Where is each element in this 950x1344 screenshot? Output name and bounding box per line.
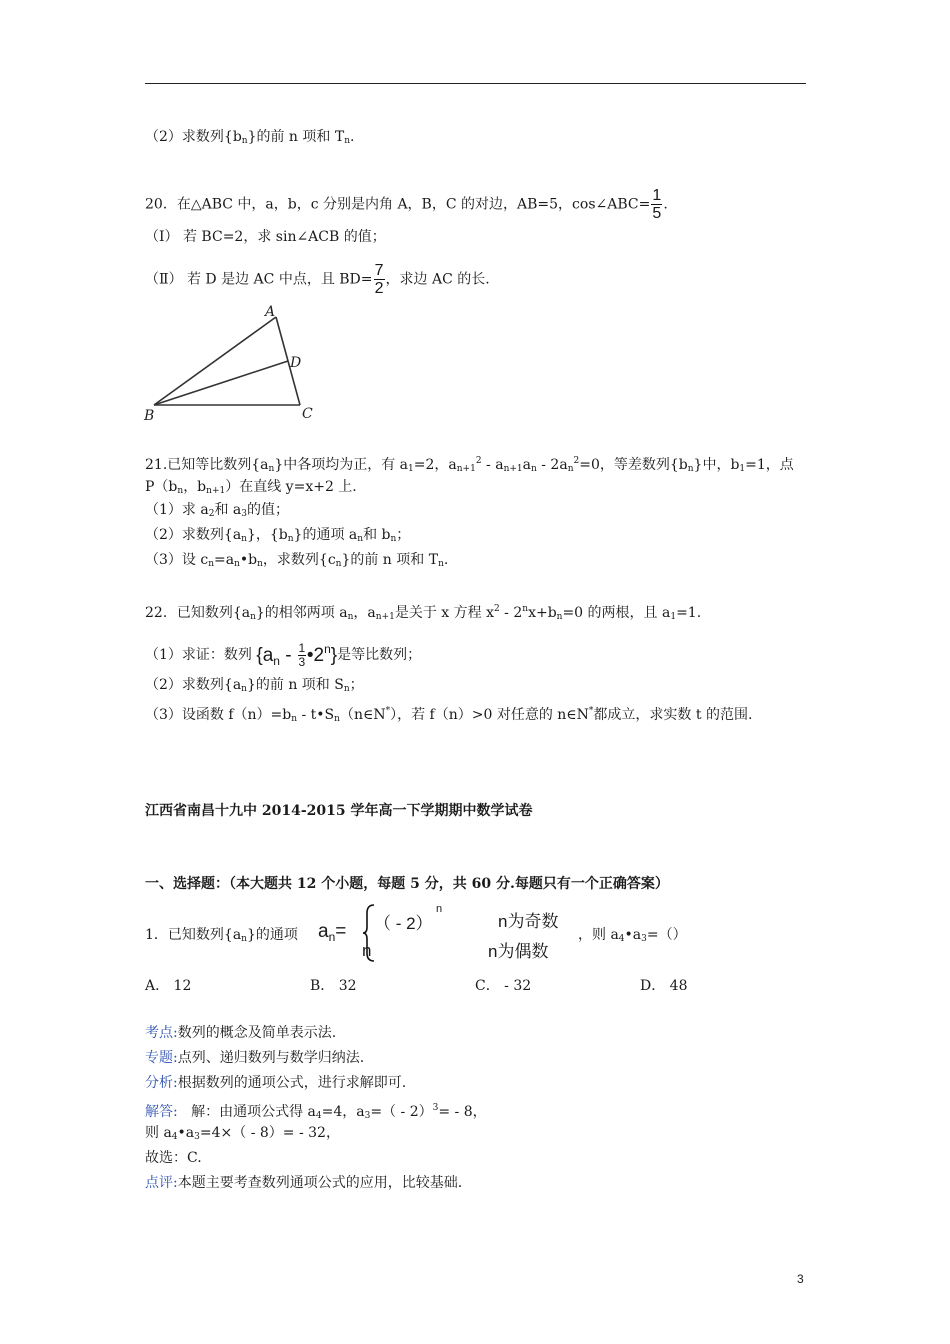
option-c: C． - 32 bbox=[475, 978, 532, 994]
triangle-diagram bbox=[140, 300, 330, 425]
vertex-label-c: C bbox=[302, 406, 313, 422]
sequence-expression: {$a_n$ - $\frac{1}{3}$ •2$^n$} bbox=[256, 641, 338, 670]
q21-stem-line2: $P(b_n$，$b_{n+1}$）在直线 y=x+2 上. bbox=[145, 479, 357, 496]
solution-kaodian: 考点:数列的概念及简单表示法. bbox=[145, 1025, 337, 1041]
q21-part3: （3）设 $c_n=a_n•b_n$，求数列$\{c_n\}$的前 n 项和 $T_n$. bbox=[145, 552, 449, 569]
q1-stem-lead: 1．已知数列$\{a_n\}$的通项 bbox=[145, 927, 298, 944]
section-title: 一、选择题：（本大题共 12 个小题，每题 5 分，共 60 分.每题只有一个正确答案） bbox=[145, 876, 669, 892]
q21-part2: （2）求数列$\{a_n\}$，$\{b_n\}$的通项 $a_n$和 $b_n$； bbox=[145, 527, 411, 544]
header-rule bbox=[145, 83, 806, 84]
fraction-1-5: $\frac{1}{5}$ bbox=[652, 187, 662, 222]
vertex-label-b: B bbox=[144, 408, 155, 424]
option-b: B． 32 bbox=[310, 978, 357, 994]
solution-jieda: 解答: 解：由通项公式得 $a_4=4$，$a_3=( - 2)^3= - 8$， bbox=[145, 1103, 487, 1121]
q22-stem: 22．已知数列$\{a_n\}$的相邻两项 $a_n$，$a_{n+1}$是关于 x 方程 $x^2 - 2^nx+b_n=0$ 的两根，且 $a_1=1$. bbox=[145, 604, 702, 622]
solution-line2: 则 $a_4•a_3=4\times( - 8)= - 32$， bbox=[145, 1125, 340, 1142]
vertex-label-d: D bbox=[290, 355, 302, 371]
option-d: D． 48 bbox=[640, 978, 688, 994]
q1-stem-tail: ，则 $a_4•a_3=()$ bbox=[578, 927, 687, 944]
solution-line3: 故选：C. bbox=[145, 1150, 202, 1166]
q20-part2: （Ⅱ） 若 D 是边 AC 中点，且 BD= $\frac{7}{2}$ ，求边 AC 的长. bbox=[145, 262, 490, 297]
fraction-7-2: $\frac{7}{2}$ bbox=[374, 262, 384, 297]
page-number: 3 bbox=[797, 1272, 804, 1286]
piecewise-definition: $a_n=$ （ - 2） n n为奇数 n n为偶数 bbox=[318, 903, 559, 961]
q21-stem-line1: 21.已知等比数列$\{a_n\}$中各项均为正，有 $a_1=2$，$a_{n+1}^2 - a_{n+1}a_n - 2a_n^2=0$，等差数列$\{b_n\}$中，$b_1=1$，点 bbox=[145, 456, 794, 474]
option-a: A． 12 bbox=[145, 978, 192, 994]
q20-part1: （Ⅰ） 若 BC=2，求 sin∠ACB 的值； bbox=[145, 229, 386, 245]
q20-stem: 20．在△ABC 中，a，b，c 分别是内角 A，B，C 的对边，AB=5，cos∠ABC= $\frac{1}{5}$ . bbox=[145, 187, 668, 222]
q22-part1: （1）求证：数列 {$a_n$ - $\frac{1}{3}$ •2$^n$}是等比数列； bbox=[145, 641, 422, 670]
q22-part3: （3）设函数 $f(n)=b_n$ - $t•S_n(n\in N^*)$，若 f（n）>0 对任意的 n∈N*都成立，求实数 t 的范围. bbox=[145, 706, 753, 724]
q19-part2: （2）求数列$\{b_n\}$的前 n 项和 $T_n$. bbox=[145, 129, 355, 146]
solution-fenxi: 分析:根据数列的通项公式，进行求解即可. bbox=[145, 1075, 407, 1091]
q22-part2: （2）求数列$\{a_n\}$的前 n 项和 $S_n$； bbox=[145, 677, 364, 694]
solution-zhuanti: 专题:点列、递归数列与数学归纳法. bbox=[145, 1050, 365, 1066]
vertex-label-a: A bbox=[265, 304, 276, 320]
solution-dianping: 点评:本题主要考查数列通项公式的应用，比较基础. bbox=[145, 1175, 463, 1191]
exam-title: 江西省南昌十九中 2014-2015 学年高一下学期期中数学试卷 bbox=[145, 803, 533, 819]
q21-part1: （1）求 $a_2$和 $a_3$的值； bbox=[145, 502, 289, 519]
